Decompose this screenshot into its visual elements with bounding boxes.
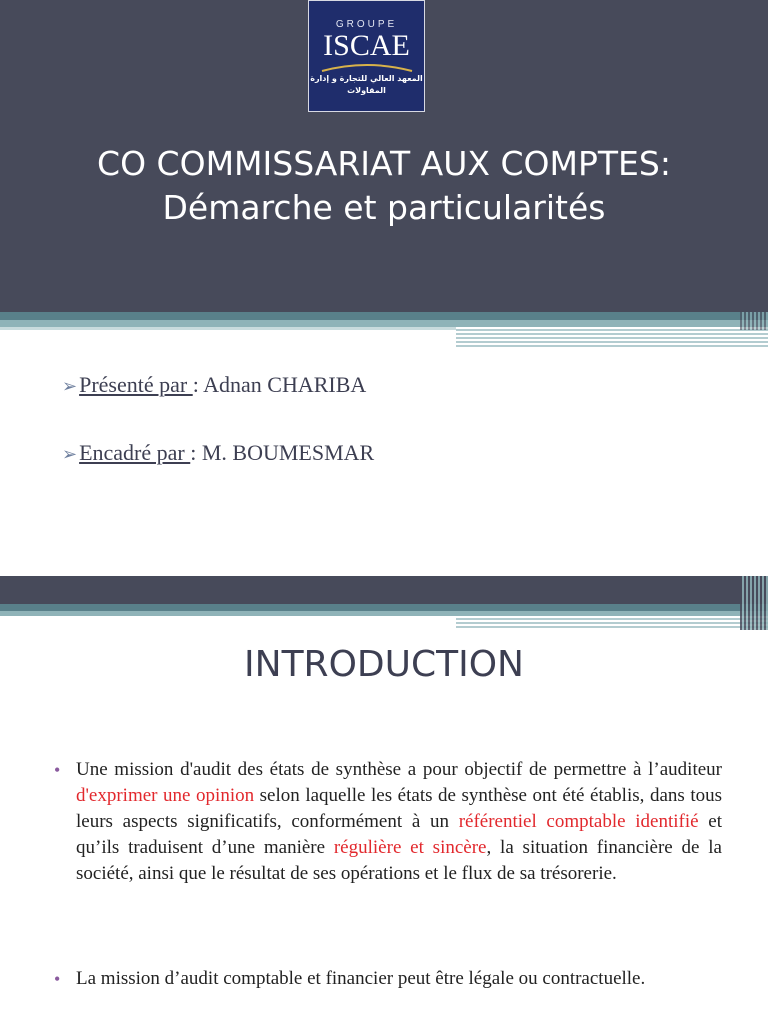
- bullet-text: La mission d’audit comptable et financier peut être légale ou contractuelle.: [76, 968, 646, 989]
- highlight-reguliere: régulière et sincère: [333, 837, 487, 858]
- supervisor-label: Encadré par: [79, 440, 191, 465]
- presenter-value: : Adnan CHARIBA: [192, 372, 367, 397]
- bullet-item: [50, 757, 722, 887]
- bullet-text-part: et qu’ils traduisent d’une manière: [76, 811, 723, 858]
- slide2-title: INTRODUCTION: [244, 644, 524, 685]
- logo-arabic-text: المعهد العالي للتجارة و إدارة المقاولات: [310, 74, 423, 95]
- slide1-stripes: [456, 327, 768, 349]
- bullet-text-part: selon laquelle les états de synthèse ont été établis, dans tous leurs aspects significatifs, conformément à un: [76, 785, 722, 832]
- presenter-line: [62, 372, 366, 398]
- logo-name-text: ISCAE: [323, 29, 410, 62]
- supervisor-value: : M. BOUMESMAR: [190, 440, 375, 465]
- slide1-teal-band: [0, 312, 768, 320]
- slide1-vertical-stripes: [740, 312, 768, 330]
- bullet-dot-icon: •: [54, 760, 61, 780]
- bullet-text-part: Une mission d'audit des états de synthèse a pour objectif de permettre à l’auditeur: [76, 759, 722, 780]
- presenter-label: Présenté par: [79, 372, 193, 397]
- slide2-stripes: [456, 616, 768, 630]
- slide2-teal-band: [0, 604, 768, 611]
- slide1-title-line2: Démarche et particularités: [162, 188, 606, 227]
- slide1-light-band: [0, 320, 768, 327]
- supervisor-line: [62, 440, 374, 466]
- slide2-vertical-stripes: [740, 576, 768, 630]
- bullet-text-part: , la situation financière de la société, ainsi que le résultat de ses opérations et le flux de sa trésorerie.: [76, 837, 722, 884]
- logo-arc-icon: [320, 61, 414, 73]
- highlight-referentiel: référentiel comptable identifié: [458, 811, 699, 832]
- bullet-dot-icon: •: [54, 969, 61, 989]
- slide1-title: [0, 142, 768, 230]
- slide2-header: [0, 576, 768, 604]
- highlight-opinion: d'exprimer une opinion: [76, 785, 255, 806]
- logo-group-text: GROUPE: [335, 19, 398, 30]
- slide1-title-line1: CO COMMISSARIAT AUX COMPTES:: [97, 144, 671, 183]
- bullet-text: [76, 757, 722, 887]
- arrow-bullet-icon: ➢: [62, 376, 78, 396]
- bullet-item: [50, 966, 722, 992]
- arrow-bullet-icon: ➢: [62, 444, 78, 464]
- iscae-logo: [308, 0, 425, 112]
